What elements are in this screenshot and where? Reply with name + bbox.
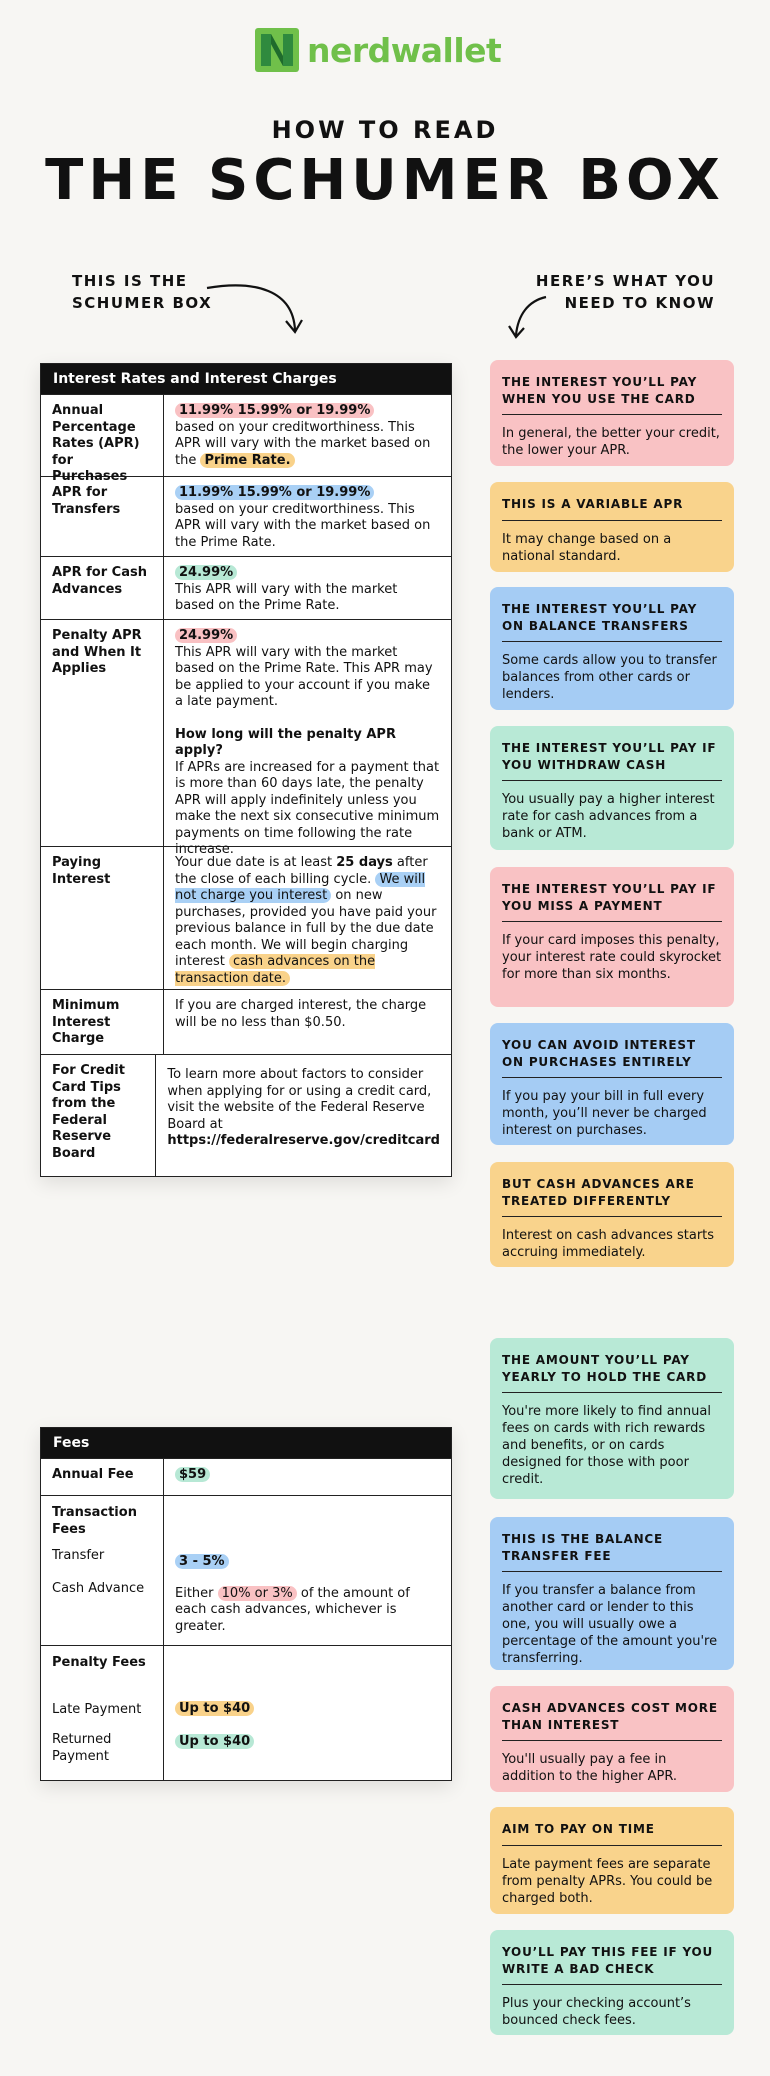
- table-row: [41, 619, 451, 857]
- late-payment-label: Late Payment: [52, 1701, 142, 1717]
- info-card: [490, 726, 734, 850]
- card-body: You're more likely to find annual fees on cards with rich rewards and benefits, or on cards designed for those with poor credit.: [502, 1404, 711, 1487]
- card-body: It may change based on a national standard.: [502, 531, 672, 564]
- row-value: 11.99% 15.99% or 19.99% based on your creditworthiness. This APR will vary with the market based on the Prime Rate.: [175, 403, 431, 468]
- card-body: If you pay your bill in full every month, you’ll never be charged interest on purchases.: [502, 1089, 707, 1138]
- info-card: [490, 1338, 734, 1499]
- fee-badge: Up to $40: [175, 1701, 254, 1716]
- returned-payment-label: Returned Payment: [52, 1732, 112, 1764]
- row-label: For Credit Card Tips from the Federal Reserve Board: [41, 1055, 156, 1176]
- table-header: Interest Rates and Interest Charges: [41, 364, 451, 394]
- rate-badge: 24.99%: [175, 628, 237, 643]
- caption-schumer-box: [72, 270, 212, 314]
- page-title: THE SCHUMER BOX: [45, 148, 725, 213]
- row-value: 3 - 5% Either 10% or 3% of the amount of each cash advances, whichever is greater.: [175, 1554, 410, 1634]
- row-value: If you are charged interest, the charge will be no less than $0.50.: [175, 998, 427, 1030]
- caption-line: THIS IS THE: [72, 272, 188, 290]
- card-title: BUT CASH ADVANCES ARE TREATED DIFFERENTLY: [502, 1176, 722, 1217]
- card-title: YOU’LL PAY THIS FEE IF YOU WRITE A BAD CHECK: [502, 1944, 722, 1985]
- card-title: CASH ADVANCES COST MORE THAN INTEREST: [502, 1700, 722, 1741]
- transfer-label: Transfer: [52, 1548, 105, 1563]
- row-value: 11.99% 15.99% or 19.99% based on your creditworthiness. This APR will vary with the market based on the Prime Rate.: [175, 485, 431, 550]
- penalty-question: How long will the penalty APR apply?: [175, 726, 396, 758]
- fee-badge: 10% or 3%: [218, 1586, 297, 1601]
- table-row: [41, 1458, 451, 1495]
- card-body: Some cards allow you to transfer balances from other cards or lenders.: [502, 653, 717, 702]
- fees-table: [40, 1427, 452, 1781]
- card-title: YOU CAN AVOID INTEREST ON PURCHASES ENTIRELY: [502, 1037, 722, 1078]
- row-label: APR for Cash Advances: [41, 557, 164, 619]
- info-card: [490, 1162, 734, 1267]
- brand-name: nerdwallet: [307, 30, 502, 70]
- row-label: [41, 1496, 164, 1645]
- table-header: Fees: [41, 1428, 451, 1458]
- info-card: [490, 1686, 734, 1792]
- cash-advance-label: Cash Advance: [52, 1580, 145, 1596]
- card-title: AIM TO PAY ON TIME: [502, 1821, 722, 1846]
- row-label: Annual Fee: [41, 1459, 164, 1495]
- card-body: If you transfer a balance from another card or lender to this one, you will usually owe a percentage of the amount you're transferring.: [502, 1583, 718, 1666]
- info-card: [490, 867, 734, 1007]
- row-value: To learn more about factors to consider when applying for or using a credit card, visit the website of the Federal Reserve Board at https://federalreserve.gov/creditcard: [167, 1067, 440, 1148]
- row-value: Your due date is at least 25 days after the close of each billing cycle. We will not charge you interest on new purchases, provided you have paid your previous balance in full by the due date each month. We will begin charging interest cash advances on the transaction date.: [175, 855, 437, 986]
- prime-rate-badge: Prime Rate.: [200, 453, 294, 468]
- info-card: [490, 1930, 734, 2035]
- card-body: If your card imposes this penalty, your interest rate could skyrocket for more than six months.: [502, 933, 722, 982]
- card-title: THIS IS THE BALANCE TRANSFER FEE: [502, 1531, 722, 1572]
- page-kicker: HOW TO READ: [271, 116, 499, 144]
- info-card: [490, 482, 734, 572]
- table-row: [41, 1645, 451, 1780]
- rate-badge: 11.99% 15.99% or 19.99%: [175, 485, 374, 500]
- row-value: [164, 1646, 451, 1780]
- card-title: THE INTEREST YOU’LL PAY ON BALANCE TRANSFERS: [502, 601, 722, 642]
- row-value: [164, 1459, 451, 1495]
- card-title: THE INTEREST YOU’LL PAY IF YOU WITHDRAW CASH: [502, 740, 722, 781]
- row-label: APR for Transfers: [41, 477, 164, 556]
- card-title: THIS IS A VARIABLE APR: [502, 496, 722, 521]
- no-interest-highlight: We will not charge you interest: [175, 871, 426, 903]
- table-row: [41, 394, 451, 484]
- rate-badge: 11.99% 15.99% or 19.99%: [175, 403, 374, 418]
- nerdwallet-logo-icon: [255, 28, 299, 72]
- transaction-fees-label: Transaction Fees: [52, 1505, 137, 1537]
- info-card: [490, 1807, 734, 1914]
- row-label: Annual Percentage Rates (APR) for Purchases: [41, 395, 164, 476]
- card-body: In general, the better your credit, the lower your APR.: [502, 426, 720, 458]
- info-card: [490, 1023, 734, 1145]
- caption-line: SCHUMER BOX: [72, 294, 213, 312]
- rate-badge: 24.99%: [175, 565, 237, 580]
- info-card: [490, 587, 734, 710]
- row-label: [41, 1646, 164, 1780]
- fee-badge: 3 - 5%: [175, 1554, 229, 1569]
- fee-badge: $59: [175, 1467, 210, 1482]
- card-body: Plus your checking account’s bounced check fees.: [502, 1996, 691, 2028]
- federal-reserve-link[interactable]: https://federalreserve.gov/creditcard: [167, 1133, 440, 1148]
- card-body: You'll usually pay a fee in addition to the higher APR.: [502, 1752, 678, 1784]
- table-row: [41, 556, 451, 619]
- card-title: THE AMOUNT YOU’LL PAY YEARLY TO HOLD THE CARD: [502, 1352, 722, 1393]
- card-body: Late payment fees are separate from penalty APRs. You could be charged both.: [502, 1856, 713, 1906]
- penalty-fees-label: Penalty Fees: [52, 1655, 146, 1670]
- row-value: 24.99% This APR will vary with the market based on the Prime Rate. This APR may be applied to your account if you make a late payment. How long will the penalty APR apply? If APRs are increased for a payment that is more than 60 days late, the penalty APR will apply indefinitely unless you make the next six consecutive minimum payments on time following the rate increase.: [175, 628, 440, 857]
- info-card: [490, 1517, 734, 1670]
- card-body: Interest on cash advances starts accruing immediately.: [502, 1228, 715, 1260]
- arrow-down-left-icon: [508, 295, 548, 340]
- table-row: [41, 1495, 451, 1645]
- table-row: [41, 476, 451, 556]
- row-label: Paying Interest: [41, 847, 164, 989]
- fee-badge: Up to $40: [175, 1734, 254, 1749]
- row-label: Minimum Interest Charge: [41, 990, 164, 1054]
- table-row: [41, 1054, 451, 1176]
- arrow-down-right-icon: [205, 280, 305, 340]
- card-title: THE INTEREST YOU’LL PAY IF YOU MISS A PAYMENT: [502, 881, 722, 922]
- table-row: [41, 846, 451, 989]
- card-body: You usually pay a higher interest rate for cash advances from a bank or ATM.: [502, 792, 715, 841]
- row-label: Penalty APR and When It Applies: [41, 620, 164, 846]
- interest-rates-table: [40, 363, 452, 1177]
- row-value: 24.99% This APR will vary with the market based on the Prime Rate.: [175, 565, 398, 613]
- caption-what-to-know: [536, 270, 715, 314]
- cash-advance-highlight: cash advances on the transaction date.: [175, 954, 376, 986]
- caption-line: NEED TO KNOW: [564, 294, 715, 312]
- caption-line: HERE’S WHAT YOU: [535, 272, 715, 290]
- card-title: THE INTEREST YOU’LL PAY WHEN YOU USE THE CARD: [502, 374, 722, 415]
- info-card: [490, 360, 734, 466]
- nerdwallet-logo: [255, 28, 501, 72]
- table-row: [41, 989, 451, 1054]
